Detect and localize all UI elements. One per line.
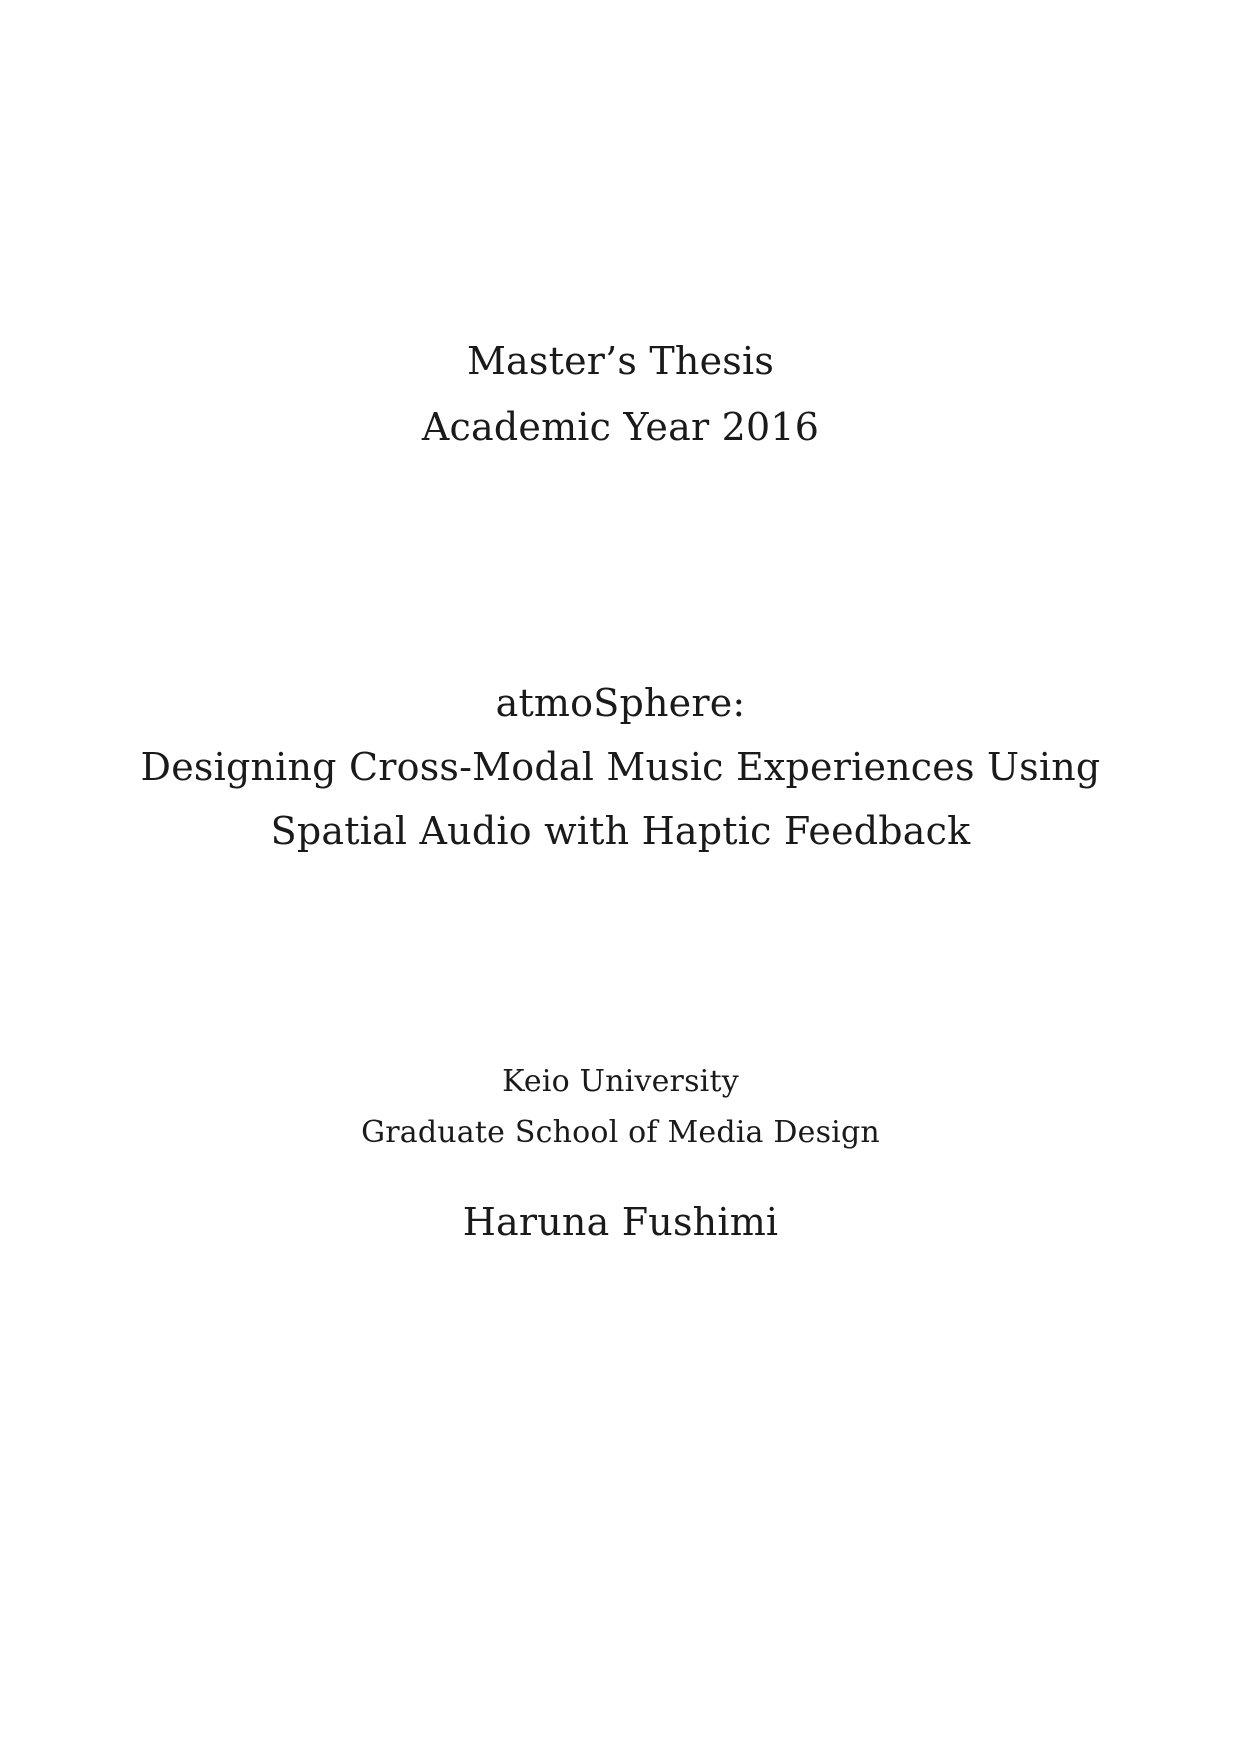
thesis-title-line-1: atmoSphere: (495, 681, 746, 725)
university-name: Keio University (502, 1064, 739, 1099)
school-name: Graduate School of Media Design (361, 1115, 880, 1150)
thesis-title-line-3: Spatial Audio with Haptic Feedback (270, 809, 971, 853)
degree-label: Master’s Thesis (466, 339, 775, 383)
academic-year: Academic Year 2016 (421, 405, 820, 449)
thesis-title-line-2: Designing Cross-Modal Music Experiences Using (140, 745, 1101, 789)
author-name: Haruna Fushimi (462, 1200, 779, 1244)
